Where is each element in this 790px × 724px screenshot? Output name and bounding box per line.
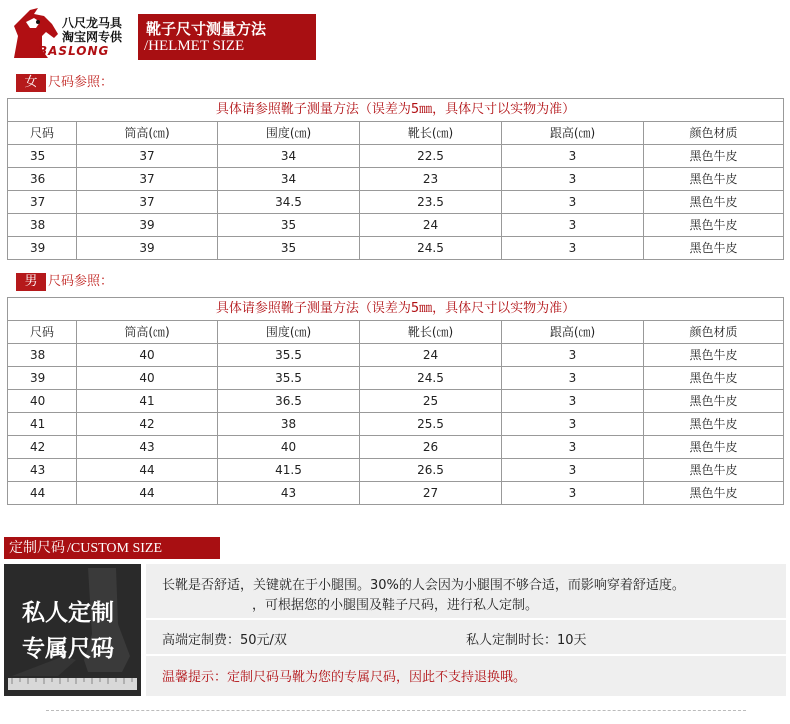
table-cell: 40 — [77, 344, 218, 367]
table-cell: 34 — [218, 145, 360, 168]
table-cell: 24 — [360, 344, 502, 367]
table-row — [8, 482, 784, 505]
custom-fee: 高端定制费：50元/双 — [162, 633, 287, 648]
panel-divider — [146, 618, 786, 620]
table-cell: 黑色牛皮 — [644, 145, 784, 168]
table-cell: 3 — [502, 482, 644, 505]
table-row — [8, 436, 784, 459]
table-row — [8, 344, 784, 367]
table-cell: 43 — [8, 459, 77, 482]
logo-english-name: BASLONG — [38, 44, 110, 58]
table-header-row — [8, 122, 784, 145]
panel-divider — [146, 654, 786, 656]
table-cell: 36 — [8, 168, 77, 191]
table-cell: 黑色牛皮 — [644, 237, 784, 260]
page-title-en: /HELMET SIZE — [144, 38, 245, 54]
table-cell: 3 — [502, 214, 644, 237]
custom-info-panel — [146, 564, 786, 696]
column-header: 跟高(㎝) — [502, 321, 644, 344]
table-cell: 41 — [77, 390, 218, 413]
table-cell: 40 — [218, 436, 360, 459]
table-cell: 44 — [77, 482, 218, 505]
table-row — [8, 145, 784, 168]
column-header: 跟高(㎝) — [502, 122, 644, 145]
table-cell: 37 — [77, 145, 218, 168]
table-cell: 40 — [77, 367, 218, 390]
table-cell: 3 — [502, 237, 644, 260]
table-cell: 43 — [77, 436, 218, 459]
table-cell: 23 — [360, 168, 502, 191]
promo-line-1: 私人定制 — [22, 600, 114, 626]
table-cell: 38 — [218, 413, 360, 436]
table-row — [8, 390, 784, 413]
men-section-label — [16, 273, 113, 291]
table-cell: 黑色牛皮 — [644, 344, 784, 367]
table-header-row — [8, 321, 784, 344]
table-cell: 黑色牛皮 — [644, 413, 784, 436]
table-row — [8, 168, 784, 191]
table-cell: 35.5 — [218, 367, 360, 390]
table-cell: 36.5 — [218, 390, 360, 413]
custom-title-en: /CUSTOM SIZE — [67, 541, 163, 556]
table-note: 具体请参照靴子测量方法（误差为5㎜，具体尺寸以实物为准） — [8, 298, 784, 321]
table-cell: 3 — [502, 145, 644, 168]
table-cell: 44 — [77, 459, 218, 482]
table-cell: 22.5 — [360, 145, 502, 168]
table-cell: 41.5 — [218, 459, 360, 482]
table-cell: 41 — [8, 413, 77, 436]
column-header: 筒高(㎝) — [77, 122, 218, 145]
table-row — [8, 367, 784, 390]
table-cell: 35 — [218, 214, 360, 237]
promo-line-2: 专属尺码 — [22, 636, 114, 662]
table-cell: 39 — [8, 367, 77, 390]
table-cell: 39 — [77, 237, 218, 260]
brand-logo — [6, 4, 130, 62]
table-row — [8, 459, 784, 482]
bottom-divider — [46, 710, 746, 711]
column-header: 靴长(㎝) — [360, 122, 502, 145]
table-cell: 黑色牛皮 — [644, 191, 784, 214]
women-tag: 女 — [16, 74, 46, 92]
table-row — [8, 191, 784, 214]
table-cell: 3 — [502, 390, 644, 413]
table-cell: 3 — [502, 168, 644, 191]
table-cell: 3 — [502, 367, 644, 390]
column-header: 颜色材质 — [644, 321, 784, 344]
table-cell: 40 — [8, 390, 77, 413]
column-header: 靴长(㎝) — [360, 321, 502, 344]
table-cell: 37 — [8, 191, 77, 214]
table-cell: 39 — [77, 214, 218, 237]
column-header: 筒高(㎝) — [77, 321, 218, 344]
custom-promo-image — [4, 564, 141, 696]
table-row — [8, 413, 784, 436]
table-cell: 黑色牛皮 — [644, 482, 784, 505]
table-cell: 黑色牛皮 — [644, 168, 784, 191]
men-size-table — [7, 297, 784, 505]
custom-duration: 私人定制时长：10天 — [466, 633, 587, 648]
table-note: 具体请参照靴子测量方法（误差为5㎜，具体尺寸以实物为准） — [8, 99, 784, 122]
men-tag: 男 — [16, 273, 46, 291]
table-cell: 25 — [360, 390, 502, 413]
table-cell: 27 — [360, 482, 502, 505]
table-cell: 25.5 — [360, 413, 502, 436]
table-cell: 42 — [77, 413, 218, 436]
women-section-label — [16, 74, 113, 92]
table-cell: 35 — [8, 145, 77, 168]
table-cell: 黑色牛皮 — [644, 436, 784, 459]
table-cell: 黑色牛皮 — [644, 459, 784, 482]
table-cell: 34.5 — [218, 191, 360, 214]
column-header: 围度(㎝) — [218, 321, 360, 344]
column-header: 尺码 — [8, 122, 77, 145]
table-cell: 37 — [77, 168, 218, 191]
table-cell: 37 — [77, 191, 218, 214]
table-cell: 34 — [218, 168, 360, 191]
table-note-row — [8, 298, 784, 321]
table-cell: 26.5 — [360, 459, 502, 482]
column-header: 颜色材质 — [644, 122, 784, 145]
women-label-text: 尺码参照： — [48, 75, 114, 90]
table-note-row — [8, 99, 784, 122]
ruler-icon — [8, 678, 137, 690]
table-row — [8, 237, 784, 260]
men-label-text: 尺码参照： — [48, 274, 114, 289]
table-cell: 42 — [8, 436, 77, 459]
table-cell: 24.5 — [360, 367, 502, 390]
logo-brand-name: 八尺龙马具 — [62, 16, 123, 30]
table-cell: 3 — [502, 344, 644, 367]
table-cell: 3 — [502, 436, 644, 459]
table-cell: 38 — [8, 214, 77, 237]
column-header: 围度(㎝) — [218, 122, 360, 145]
table-cell: 39 — [8, 237, 77, 260]
table-cell: 43 — [218, 482, 360, 505]
table-cell: 黑色牛皮 — [644, 214, 784, 237]
custom-description-line2: ，可根据您的小腿围及鞋子尺码，进行私人定制。 — [252, 598, 539, 613]
table-cell: 黑色牛皮 — [644, 390, 784, 413]
table-cell: 44 — [8, 482, 77, 505]
page-title-cn: 靴子尺寸测量方法 — [146, 20, 267, 38]
table-cell: 26 — [360, 436, 502, 459]
table-cell: 38 — [8, 344, 77, 367]
custom-description-line1: 长靴是否舒适，关键就在于小腿围。30%的人会因为小腿围不够合适，而影响穿着舒适度。 — [162, 578, 685, 593]
table-cell: 3 — [502, 191, 644, 214]
table-cell: 3 — [502, 459, 644, 482]
custom-size-heading — [4, 537, 220, 559]
custom-title-cn: 定制尺码 — [9, 540, 65, 556]
table-cell: 24 — [360, 214, 502, 237]
logo-store-line: 淘宝网专供 — [62, 30, 123, 44]
custom-warm-tip: 温馨提示：定制尺码马靴为您的专属尺码，因此不支持退换哦。 — [162, 670, 527, 685]
table-cell: 35.5 — [218, 344, 360, 367]
table-cell: 35 — [218, 237, 360, 260]
table-cell: 3 — [502, 413, 644, 436]
table-cell: 23.5 — [360, 191, 502, 214]
women-size-table — [7, 98, 784, 260]
page-title-banner — [138, 14, 316, 60]
table-cell: 24.5 — [360, 237, 502, 260]
column-header: 尺码 — [8, 321, 77, 344]
table-row — [8, 214, 784, 237]
table-cell: 黑色牛皮 — [644, 367, 784, 390]
